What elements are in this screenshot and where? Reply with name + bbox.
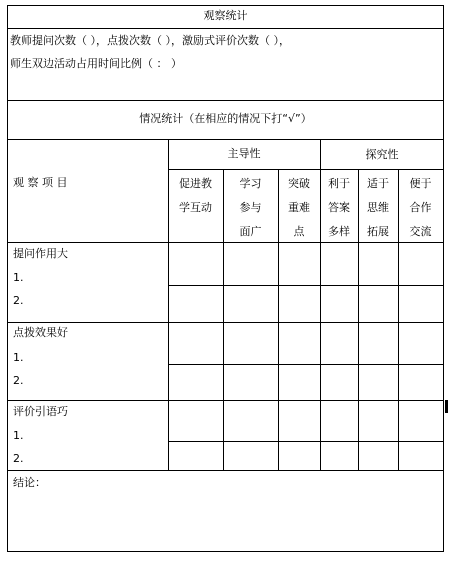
rule-title-bottom xyxy=(7,28,444,29)
rule-section-bottom xyxy=(7,139,444,140)
row-item-1: 1. xyxy=(13,271,24,284)
page-title: 观察统计 xyxy=(203,9,248,22)
rule-r1-bottom xyxy=(7,322,444,323)
column-header-2 xyxy=(223,172,278,244)
column-header-line: 突破 xyxy=(288,177,310,190)
column-header-line: 促进教 xyxy=(179,177,212,190)
column-header-line: 面广 xyxy=(239,225,262,238)
row-item-2: 2. xyxy=(13,374,24,387)
row-item-1: 1. xyxy=(13,351,24,364)
column-header-4 xyxy=(320,172,358,244)
column-header-line: 拓展 xyxy=(367,225,389,238)
rule-groups-bottom xyxy=(168,169,444,170)
rule-r1-mid xyxy=(168,285,444,286)
column-header-line: 合作 xyxy=(409,201,432,214)
rule-top xyxy=(7,5,444,6)
rule-r3-bottom xyxy=(7,470,444,471)
counts-line-2: 师生双边活动占用时间比例（ ： ） xyxy=(10,57,182,70)
row-item-2: 2. xyxy=(13,294,24,307)
rule-counts-bottom xyxy=(7,100,444,101)
column-header-6 xyxy=(398,172,443,244)
conclusion-label: 结论： xyxy=(13,476,46,489)
section-title: 情况统计（在相应的情况下打“√”） xyxy=(139,112,312,125)
row-item-2: 2. xyxy=(13,452,24,465)
group-inquiry: 探究性 xyxy=(365,148,399,161)
group-leading: 主导性 xyxy=(227,147,261,160)
rule-r2-bottom xyxy=(7,400,444,401)
text-cursor-mark xyxy=(445,400,448,413)
column-header-line: 重难 xyxy=(288,201,310,214)
column-header-line: 学习 xyxy=(239,177,262,190)
counts-line-1: 教师提问次数（ ），点拨次数（ ），激励式评价次数（ ）， xyxy=(10,34,290,47)
row-item-1: 1. xyxy=(13,429,24,442)
row-title-guidance: 点拨效果好 xyxy=(13,326,68,339)
column-header-3 xyxy=(278,172,320,244)
column-header-line: 答案 xyxy=(328,201,350,214)
column-header-line: 交流 xyxy=(409,225,432,238)
column-header-line: 利于 xyxy=(328,177,350,190)
column-header-line: 参与 xyxy=(239,201,262,214)
rule-r3-mid xyxy=(168,441,444,442)
row-title-evaluation: 评价引语巧 xyxy=(13,405,68,418)
row-title-question: 提问作用大 xyxy=(13,247,68,260)
column-header-line: 适于 xyxy=(367,177,389,190)
column-header-line: 点 xyxy=(293,225,305,238)
rule-bottom xyxy=(7,551,444,552)
rule-left xyxy=(7,5,8,552)
rule-r2-mid xyxy=(168,364,444,365)
column-header-line: 学互动 xyxy=(179,201,212,214)
column-header-5 xyxy=(358,172,398,244)
column-header-line: 思维 xyxy=(367,201,389,214)
item-header: 观 察 项 目 xyxy=(13,176,68,189)
column-header-line: 多样 xyxy=(328,225,350,238)
column-header-line: 便于 xyxy=(409,177,432,190)
rule-right xyxy=(443,5,444,552)
column-header-1 xyxy=(168,172,223,220)
